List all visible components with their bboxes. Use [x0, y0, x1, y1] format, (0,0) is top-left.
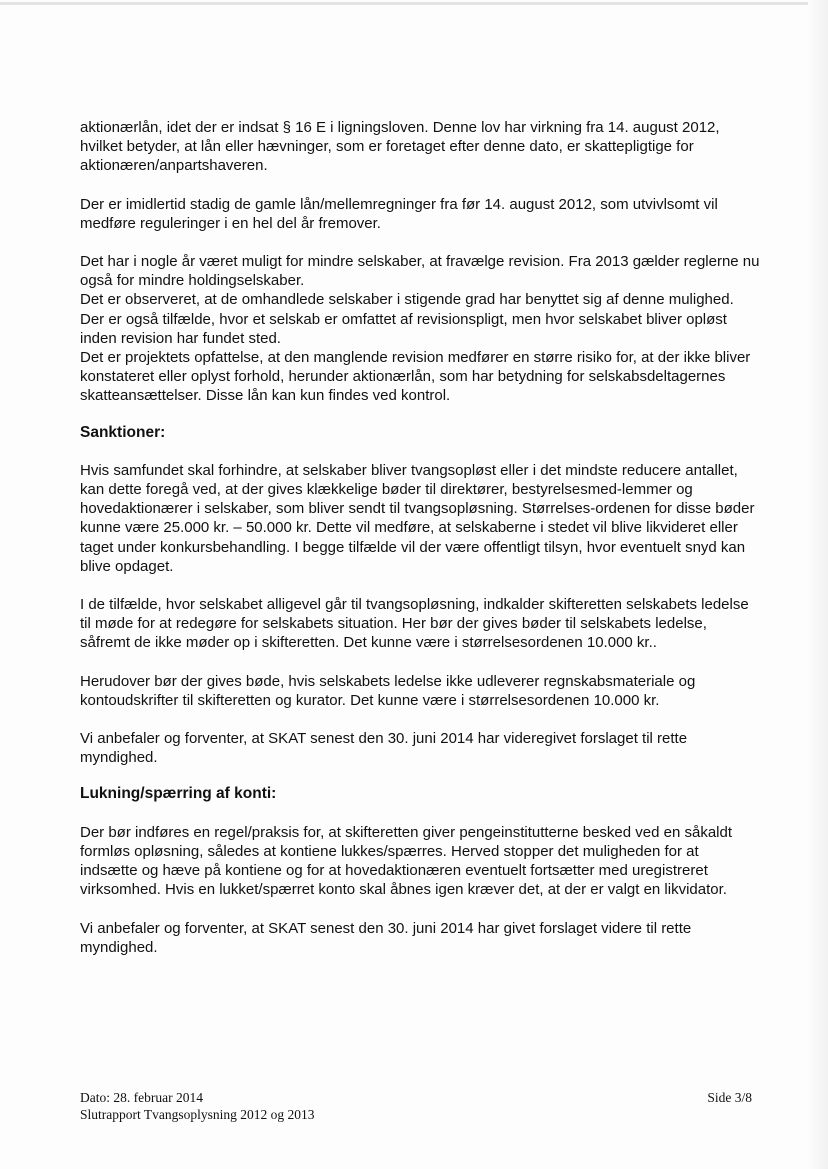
paragraph-gamle-laan: Der er imidlertid stadig de gamle lån/mellemregninger fra før 14. august 2012, som utvivlsomt vil medføre reguleringer i en hel del år fremover. [80, 195, 718, 232]
footer-report-title: Slutrapport Tvangsoplysning 2012 og 2013 [80, 1107, 315, 1122]
paragraph-aktionaerlaan: aktionærlån, idet der er indsat § 16 E i ligningsloven. Denne lov har virkning fra 14. august 2012, hvilket betyder, at lån eller hævninger, som er foretaget efter denne dato, er skattepligtige for aktionæren/anpartshaveren. [80, 119, 720, 175]
document-body [80, 118, 760, 957]
paragraph-tvangsoploesning: I de tilfælde, hvor selskabet alligevel går til tvangsopløsning, indkalder skifteretten selskabets ledelse til møde for at redegøre for selskabets situation. Her bør der gives bøder til selskabets ledelse, såfremt de ikke møder op i skifteretten. Det kunne være i størrelsesordenen 10.000 kr.. [80, 596, 749, 652]
paragraph-anbefaler-2: Vi anbefaler og forventer, at SKAT senest den 30. juni 2014 har givet forslaget videre til rette myndighed. [80, 919, 692, 956]
footer-page-number: Side 3/8 [707, 1090, 752, 1105]
heading-sanktioner: Sanktioner: [80, 423, 166, 441]
heading-lukning-spaerring: Lukning/spærring af konti: [80, 785, 277, 803]
paragraph-projektets-opfattelse: Det er projektets opfattelse, at den manglende revision medfører en større risiko for, at der ikke bliver konstateret eller oplyst forhold, herunder aktionærlån, som har betydning for selskabsdeltagernes skatteansættelser. Disse lån kan kun findes ved kontrol. [80, 349, 751, 405]
page-footer [80, 1089, 752, 1123]
paragraph-observeret: Det er observeret, at de omhandlede selskaber i stigende grad har benyttet sig af denne mulighed. Der er også tilfælde, hvor et selskab er omfattet af revisionspligt, men hvor selskabet bliver opløst inden revision har fundet sted. [80, 291, 734, 347]
paragraph-regel-praksis: Der bør indføres en regel/praksis for, at skifteretten giver pengeinstitutterne besked ved en såkaldt formløs opløsning, således at kontiene lukkes/spærres. Herved stopper det muligheden for at indsætte og hæve på kontiene og for at hovedaktionæren eventuelt fortsætter med uregistreret virksomhed. Hvis en lukket/spærret konto skal åbnes igen kræver det, at der er valgt en likvidator. [80, 823, 733, 899]
scan-right-edge [808, 0, 828, 1169]
scan-top-edge [0, 2, 828, 5]
paragraph-samfundet: Hvis samfundet skal forhindre, at selskaber bliver tvangsopløst eller i det mindste reducere antallet, kan dette foregå ved, at der gives klækkelige bøder til direktører, bestyrelsesmed-lemmer og hovedaktionærer i selskaber, som bliver sendt til tvangsopløsning. Størrelses-ordenen for disse bøder kunne være 25.000 kr. – 50.000 kr. Dette vil medføre, at selskaberne i stedet vil blive likvideret eller taget under konkursbehandling. I begge tilfælde vil der være offentligt tilsyn, hvor eventuelt snyd kan blive opdaget. [80, 461, 755, 575]
paragraph-herudover: Herudover bør der gives bøde, hvis selskabets ledelse ikke udleverer regnskabsmateriale og kontoudskrifter til skifteretten og kurator. Det kunne være i størrelsesordenen 10.000 kr. [80, 672, 696, 709]
paragraph-fravaelge-revision: Det har i nogle år været muligt for mindre selskaber, at fravælge revision. Fra 2013 gælder reglerne nu også for mindre holdingselskaber. [80, 253, 760, 290]
paragraph-anbefaler-1: Vi anbefaler og forventer, at SKAT senest den 30. juni 2014 har videregivet forslaget til rette myndighed. [80, 730, 688, 767]
footer-date: Dato: 28. februar 2014 [80, 1090, 203, 1105]
